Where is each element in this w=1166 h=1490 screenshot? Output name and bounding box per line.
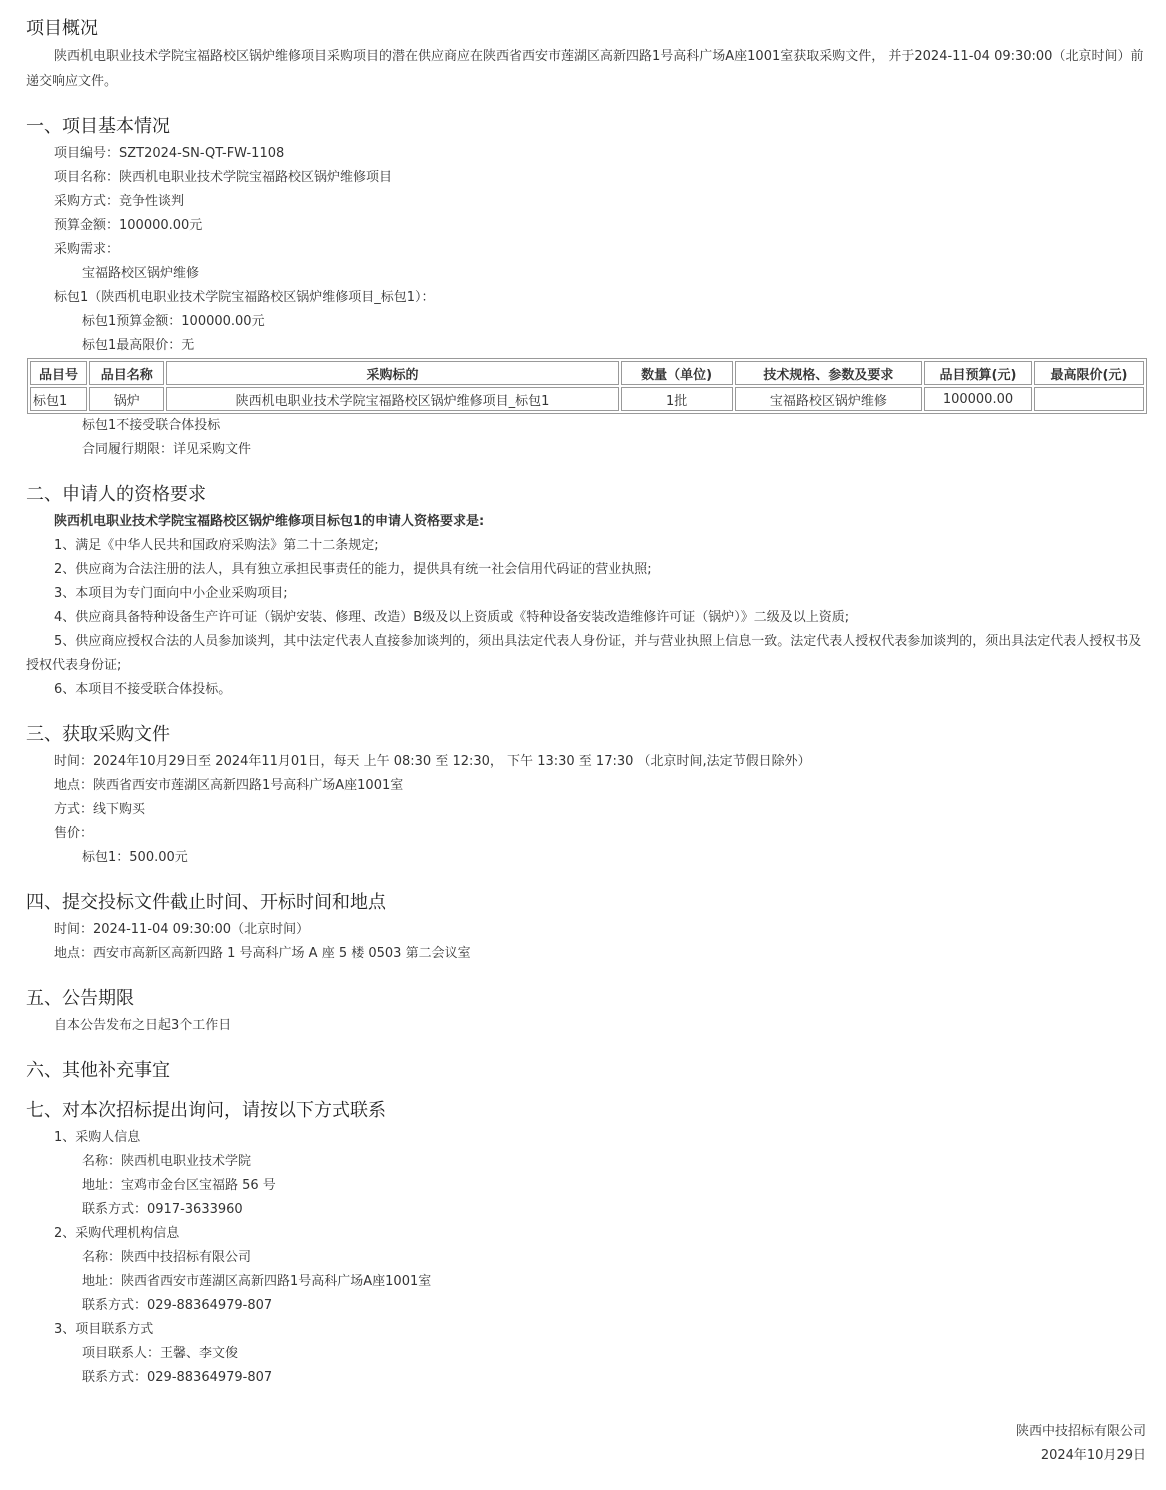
table-cell: 锅炉 — [89, 387, 164, 411]
project-contact-label: 3、项目联系方式 — [54, 1322, 154, 1337]
overview-text: 陕西机电职业技术学院宝福路校区锅炉维修项目采购项目的潜在供应商应在陕西省西安市莲湖区高新四路1号高科广场A座1001室获取采购文件， 并于2024-11-04 09:30:00（北京时间）前递交响应文件。 — [26, 49, 1144, 89]
qualification-item: 6、本项目不接受联合体投标。 — [54, 682, 232, 697]
section-contact — [26, 1096, 1146, 1390]
table-cell — [1034, 387, 1144, 411]
project-number: 项目编号：SZT2024-SN-QT-FW-1108 — [54, 146, 285, 161]
qualification-intro: 陕西机电职业技术学院宝福路校区锅炉维修项目标包1的申请人资格要求是: — [54, 514, 485, 529]
table-cell: 1批 — [621, 387, 733, 411]
table-header-row — [30, 361, 1144, 385]
procurement-need: 宝福路校区锅炉维修 — [82, 266, 200, 281]
project-name: 项目名称：陕西机电职业技术学院宝福路校区锅炉维修项目 — [54, 170, 393, 185]
package-title: 标包1（陕西机电职业技术学院宝福路校区锅炉维修项目_标包1）： — [54, 290, 435, 305]
buyer-phone: 联系方式：0917-3633960 — [82, 1202, 243, 1217]
section-obtain-documents — [26, 720, 1146, 870]
qualification-item: 5、供应商应授权合法的人员参加谈判，其中法定代表人直接参加谈判的，须出具法定代表人身份证，并与营业执照上信息一致。法定代表人授权代表参加谈判的，须出具法定代表人授权书及授权代表身份证; — [26, 634, 1142, 673]
footer-company: 陕西中技招标有限公司 — [1015, 1424, 1146, 1439]
section-basic-info — [26, 112, 1146, 462]
table-header: 品目号 — [30, 361, 87, 385]
section-title: 七、对本次招标提出询问，请按以下方式联系 — [26, 1100, 386, 1121]
package-max-price: 标包1最高限价：无 — [82, 338, 195, 353]
section-title: 二、申请人的资格要求 — [26, 484, 206, 505]
section-title: 一、项目基本情况 — [26, 116, 170, 137]
section-other-matters — [26, 1056, 1146, 1086]
overview-section — [26, 14, 1146, 94]
qualification-item: 4、供应商具备特种设备生产许可证（锅炉安装、修理、改造）B级及以上资质或《特种设备安装改造维修许可证（锅炉）》二级及以上资质; — [54, 610, 850, 625]
agent-name: 名称：陕西中技招标有限公司 — [82, 1250, 252, 1265]
items-table — [27, 358, 1147, 414]
table-cell: 100000.00 — [924, 387, 1032, 411]
procurement-need-label: 采购需求： — [54, 242, 120, 257]
procurement-method: 采购方式：竞争性谈判 — [54, 194, 185, 209]
table-cell: 宝福路校区锅炉维修 — [735, 387, 922, 411]
section-title: 六、其他补充事宜 — [26, 1060, 170, 1081]
qualification-item: 1、满足《中华人民共和国政府采购法》第二十二条规定; — [54, 538, 379, 553]
table-header: 品目名称 — [89, 361, 164, 385]
agent-phone: 联系方式：029-88364979-807 — [82, 1298, 273, 1313]
overview-title: 项目概况 — [26, 18, 98, 39]
package-budget: 标包1预算金额：100000.00元 — [82, 314, 265, 329]
qualification-item: 3、本项目为专门面向中小企业采购项目; — [54, 586, 288, 601]
buyer-label: 1、采购人信息 — [54, 1130, 141, 1145]
footer-date: 2024年10月29日 — [1040, 1448, 1146, 1463]
agent-address: 地址：陕西省西安市莲湖区高新四路1号高科广场A座1001室 — [82, 1274, 432, 1289]
section-notice-period — [26, 984, 1146, 1038]
budget-amount: 预算金额：100000.00元 — [54, 218, 203, 233]
buyer-address: 地址：宝鸡市金台区宝福路 56 号 — [82, 1178, 276, 1193]
signature-block — [1016, 1420, 1146, 1468]
section-qualifications — [26, 480, 1146, 702]
contract-term: 合同履行期限：详见采购文件 — [82, 442, 252, 457]
table-cell: 陕西机电职业技术学院宝福路校区锅炉维修项目_标包1 — [166, 387, 618, 411]
obtain-time: 时间：2024年10月29日至 2024年11月01日，每天 上午 08:30 至 12:30， 下午 13:30 至 17:30 （北京时间,法定节假日除外） — [54, 754, 811, 769]
document-price: 标包1：500.00元 — [82, 850, 188, 865]
notice-period-text: 自本公告发布之日起3个工作日 — [54, 1018, 232, 1033]
table-header: 最高限价(元) — [1034, 361, 1144, 385]
section-deadline — [26, 888, 1146, 966]
table-header: 技术规格、参数及要求 — [735, 361, 922, 385]
no-consortium-note: 标包1不接受联合体投标 — [82, 418, 221, 433]
qualification-item: 2、供应商为合法注册的法人，具有独立承担民事责任的能力，提供具有统一社会信用代码证的营业执照; — [54, 562, 652, 577]
section-title: 三、获取采购文件 — [26, 724, 170, 745]
buyer-name: 名称：陕西机电职业技术学院 — [82, 1154, 252, 1169]
section-title: 四、提交投标文件截止时间、开标时间和地点 — [26, 892, 386, 913]
project-contact-person: 项目联系人：王馨、李文俊 — [82, 1346, 239, 1361]
agent-label: 2、采购代理机构信息 — [54, 1226, 180, 1241]
table-header: 数量（单位) — [621, 361, 733, 385]
deadline-place: 地点：西安市高新区高新四路 1 号高科广场 A 座 5 楼 0503 第二会议室 — [54, 946, 471, 961]
price-label: 售价： — [54, 826, 94, 841]
table-row — [30, 387, 1144, 411]
project-contact-phone: 联系方式：029-88364979-807 — [82, 1370, 273, 1385]
section-title: 五、公告期限 — [26, 988, 134, 1009]
table-cell: 标包1 — [30, 387, 87, 411]
obtain-place: 地点：陕西省西安市莲湖区高新四路1号高科广场A座1001室 — [54, 778, 404, 793]
table-header: 品目预算(元) — [924, 361, 1032, 385]
deadline-time: 时间：2024-11-04 09:30:00（北京时间） — [54, 922, 310, 937]
table-header: 采购标的 — [166, 361, 618, 385]
obtain-method: 方式：线下购买 — [54, 802, 146, 817]
